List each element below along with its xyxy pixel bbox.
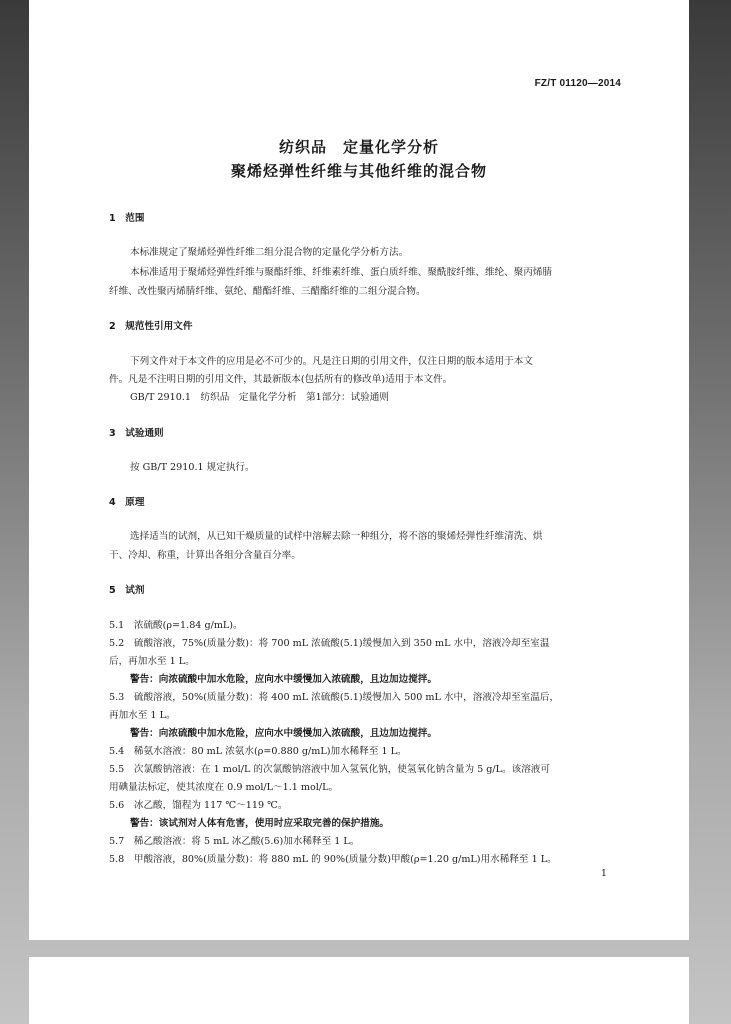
item-5-5-a: 5.5 次氯酸钠溶液：在 1 mol/L 的次氯酸钠溶液中加入氢氧化钠，使氢氧化钠含量为 5 g/L。该溶液可 xyxy=(109,764,550,775)
item-5-3-a: 5.3 硫酸溶液，50%(质量分数)：将 400 mL 浓硫酸(5.1)缓慢加入 500 mL 水中，溶液冷却至室温后， xyxy=(109,692,560,703)
document-title-line-2: 聚烯烃弹性纤维与其他纤维的混合物 xyxy=(230,162,487,180)
section-3-paragraph: 按 GB/T 2910.1 规定执行。 xyxy=(130,462,255,473)
section-5-heading: 5 试剂 xyxy=(109,585,145,596)
section-1-paragraph-2b: 纤维、改性聚丙烯腈纤维、氨纶、醋酯纤维、三醋酯纤维的二组分混合物。 xyxy=(109,286,426,297)
section-1-paragraph-2a: 本标准适用于聚烯烃弹性纤维与聚酯纤维、纤维素纤维、蛋白质纤维、聚酰胺纤维、维纶、聚丙烯腈 xyxy=(130,267,553,278)
page-number: 1 xyxy=(600,868,607,879)
warning-2: 警告：向浓硫酸中加水危险，应向水中缓慢加入浓硫酸，且边加边搅拌。 xyxy=(130,728,437,739)
section-2-paragraph-b: 件。凡是不注明日期的引用文件，其最新版本(包括所有的修改单)适用于本文件。 xyxy=(109,374,453,385)
item-5-5-b: 用碘量法标定，使其浓度在 0.9 mol/L～1.1 mol/L。 xyxy=(109,782,339,793)
section-2-reference: GB/T 2910.1 纺织品 定量化学分析 第1部分：试验通则 xyxy=(130,392,389,403)
item-5-7: 5.7 稀乙酸溶液：将 5 mL 冰乙酸(5.6)加水稀释至 1 L。 xyxy=(109,836,360,847)
section-4-heading: 4 原理 xyxy=(109,497,145,508)
item-5-3-b: 再加水至 1 L。 xyxy=(109,710,176,721)
section-2-paragraph-a: 下列文件对于本文件的应用是必不可少的。凡是注日期的引用文件，仅注日期的版本适用于本文 xyxy=(130,356,533,367)
section-1-heading: 1 范围 xyxy=(109,213,145,224)
item-5-8: 5.8 甲酸溶液，80%(质量分数)：将 880 mL 的 90%(质量分数)甲酸(ρ=1.20 g/mL)用水稀释至 1 L。 xyxy=(109,854,557,865)
item-5-2-a: 5.2 硫酸溶液，75%(质量分数)：将 700 mL 浓硫酸(5.1)缓慢加入到 350 mL 水中，溶液冷却至室温 xyxy=(109,638,550,649)
item-5-1: 5.1 浓硫酸(ρ=1.84 g/mL)。 xyxy=(109,620,243,631)
section-4-paragraph-b: 干、冷却、称重，计算出各组分含量百分率。 xyxy=(109,550,301,561)
standard-number: FZ/T 01120—2014 xyxy=(534,78,621,89)
item-5-2-b: 后，再加水至 1 L。 xyxy=(109,656,195,667)
section-2-heading: 2 规范性引用文件 xyxy=(109,321,193,332)
next-page-preview xyxy=(29,957,689,1024)
item-5-4: 5.4 稀氨水溶液：80 mL 浓氨水(ρ=0.880 g/mL)加水稀释至 1 L。 xyxy=(109,746,407,757)
section-1-paragraph-1: 本标准规定了聚烯烃弹性纤维二组分混合物的定量化学分析方法。 xyxy=(130,247,409,258)
section-3-heading: 3 试验通则 xyxy=(109,428,164,439)
warning-1: 警告：向浓硫酸中加水危险，应向水中缓慢加入浓硫酸，且边加边搅拌。 xyxy=(130,674,437,685)
item-5-6: 5.6 冰乙酸，馏程为 117 ℃～119 ℃。 xyxy=(109,800,288,811)
warning-3: 警告：该试剂对人体有危害，使用时应采取完善的保护措施。 xyxy=(130,818,390,829)
document-title-line-1: 纺织品 定量化学分析 xyxy=(278,138,439,156)
document-page xyxy=(29,0,689,940)
section-4-paragraph-a: 选择适当的试剂，从已知干燥质量的试样中溶解去除一种组分，将不溶的聚烯烃弹性纤维清洗、烘 xyxy=(130,531,543,542)
